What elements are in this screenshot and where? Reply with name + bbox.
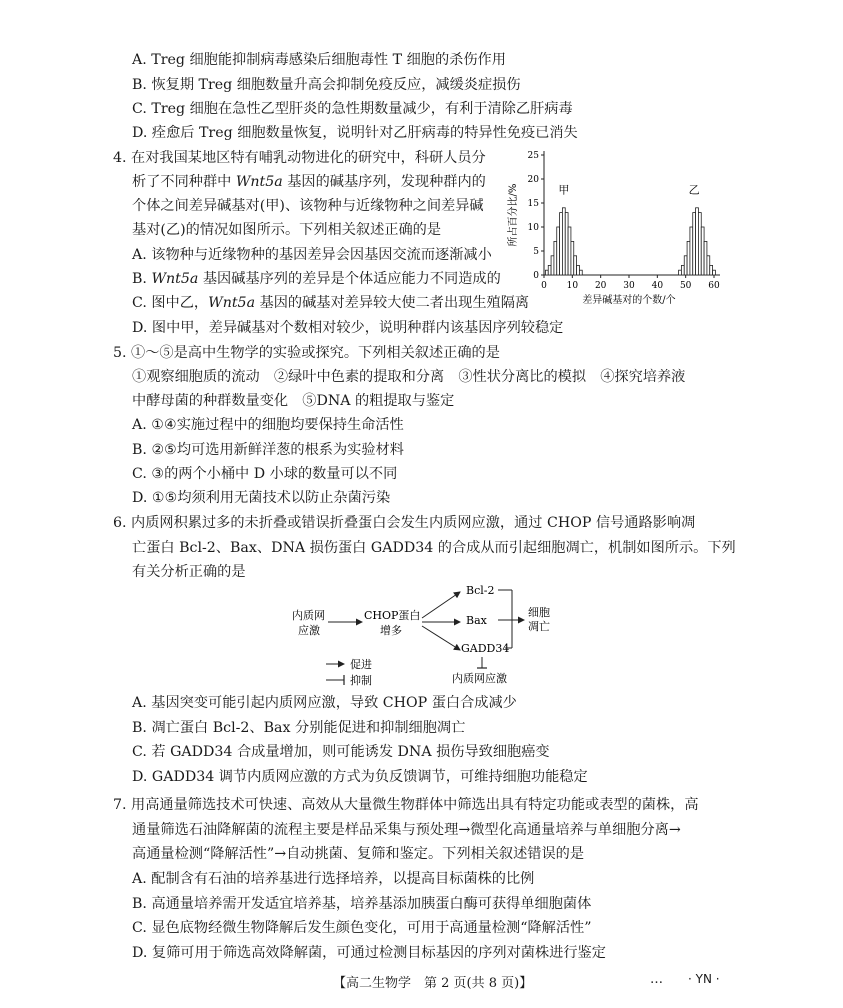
histogram-bar-jia (548, 265, 551, 275)
histogram-bar-yi (704, 241, 707, 275)
q4-option-a: A. 该物种与近缘物种的基因差异会因基因交流而逐渐减小 (132, 247, 492, 263)
q6-option-a: A. 基因突变可能引起内质网应激，导致 CHOP 蛋白合成减少 (132, 695, 517, 711)
q5-items-line-1: ①观察细胞质的流动 ②绿叶中色素的提取和分离 ③性状分离比的模拟 ④探究培养液 (132, 369, 686, 385)
histogram-bar-jia (554, 241, 557, 275)
node-bax: Bax (466, 614, 487, 627)
histogram-bar-yi (690, 227, 693, 275)
histogram-bar-yi (693, 213, 696, 275)
q6-stem-line-1: 6. 内质网积累过多的未折叠或错误折叠蛋白会发生内质网应激，通过 CHOP 信号通路影响凋 (113, 515, 696, 531)
histogram-bar-yi (687, 241, 690, 275)
annotation-jia: 甲 (558, 183, 570, 197)
legend-inhibit-label: 抑制 (350, 674, 372, 687)
histogram-bar-yi (696, 208, 699, 275)
histogram-bar-jia (551, 256, 554, 275)
node-gadd34: GADD34 (461, 642, 510, 655)
node-apoptosis-2: 凋亡 (528, 620, 550, 633)
q6-option-b: B. 凋亡蛋白 Bcl-2、Bax 分别能促进和抑制细胞凋亡 (132, 720, 466, 736)
q3-option-d: D. 痊愈后 Treg 细胞数量恢复，说明针对乙肝病毒的特异性免疫已消失 (132, 125, 578, 141)
y-tick-label: 20 (527, 175, 539, 185)
x-tick-label: 20 (594, 281, 607, 291)
node-er-stress-1: 内质网 (292, 609, 325, 622)
q4-stem-line-3: 个体之间差异碱基对(甲)、该物种与近缘物种之间差异碱 (132, 198, 484, 214)
y-tick-label: 5 (533, 247, 539, 257)
x-tick-label: 30 (623, 281, 635, 291)
histogram-bar-yi (701, 227, 704, 275)
x-tick-label: 0 (541, 281, 547, 291)
histogram-bar-yi (681, 265, 684, 275)
q5-option-d: D. ①⑤均须利用无菌技术以防止杂菌污染 (132, 490, 391, 506)
q4-option-c: C. 图中乙，Wnt5a 基因的碱基对差异较大使二者出现生殖隔离 (132, 295, 530, 311)
x-tick-label: 10 (566, 281, 579, 291)
q7-stem-line-1: 7. 用高通量筛选技术可快速、高效从大量微生物群体中筛选出具有特定功能或表型的菌株，高 (113, 797, 699, 813)
q4-stem-line-1: 4. 在对我国某地区特有哺乳动物进化的研究中，科研人员分 (113, 150, 486, 166)
histogram-bar-jia (571, 241, 574, 275)
q4-option-d: D. 图中甲，差异碱基对个数相对较少，说明种群内该基因序列较稳定 (132, 320, 564, 336)
histogram-bar-jia (568, 227, 571, 275)
arrow-chop-to-bcl2 (422, 592, 460, 618)
x-tick-label: 50 (679, 281, 692, 291)
q5-option-c: C. ③的两个小桶中 D 小球的数量可以不同 (132, 466, 398, 482)
histogram-bar-jia (545, 270, 548, 275)
q3-option-b: B. 恢复期 Treg 细胞数量升高会抑制免疫反应，减缓炎症损伤 (132, 77, 521, 93)
legend-promote-label: 促进 (350, 658, 372, 671)
q5-option-a: A. ①④实施过程中的细胞均要保持生命活性 (132, 417, 404, 433)
q4-stem-line-2: 析了不同种群中 Wnt5a 基因的碱基序列，发现种群内的 (132, 174, 486, 190)
q6-option-d: D. GADD34 调节内质网应激的方式为负反馈调节，可维持细胞功能稳定 (132, 769, 588, 785)
histogram-bar-yi (679, 270, 682, 275)
y-tick-label: 0 (533, 271, 539, 281)
q3-option-c: C. Treg 细胞在急性乙型肝炎的急性期数量减少，有利于清除乙肝病毒 (132, 101, 573, 117)
q7-option-b: B. 高通量培养需开发适宜培养基，培养基添加胰蛋白酶可获得单细胞菌体 (132, 896, 592, 912)
histogram-bar-yi (684, 256, 687, 275)
q6-option-c: C. 若 GADD34 合成量增加，则可能诱发 DNA 损伤导致细胞癌变 (132, 744, 550, 760)
histogram-bar-jia (562, 208, 565, 275)
histogram-bar-jia (565, 213, 568, 275)
y-tick-label: 15 (527, 199, 539, 209)
q3-option-a: A. Treg 细胞能抑制病毒感染后细胞毒性 T 细胞的杀伤作用 (132, 52, 506, 68)
page-footer (0, 972, 843, 994)
histogram-bar-yi (707, 256, 710, 275)
y-tick-label: 10 (527, 223, 539, 233)
y-tick-label: 25 (527, 151, 539, 161)
q7-option-a: A. 配制含有石油的培养基进行选择培养，以提高目标菌株的比例 (132, 871, 535, 887)
histogram-bar-jia (557, 227, 560, 275)
q5-items-line-2: 中酵母菌的种群数量变化 ⑤DNA 的粗提取与鉴定 (132, 393, 455, 409)
node-er-stress-bottom: 内质网应激 (452, 672, 507, 685)
node-chop-1: CHOP蛋白 (364, 609, 421, 622)
q4-stem-line-4: 基对(乙)的情况如图所示。下列相关叙述正确的是 (132, 222, 442, 238)
y-axis-label: 所占百分比/% (508, 183, 519, 247)
node-chop-2: 增多 (380, 624, 402, 637)
annotation-yi: 乙 (688, 183, 700, 197)
q4-histogram-svg (500, 140, 730, 312)
histogram-bar-yi (713, 270, 716, 275)
q4-option-b: B. Wnt5a 基因碱基序列的差异是个体适应能力不同造成的 (132, 271, 501, 287)
q6-mechanism-svg (280, 580, 580, 690)
q7-stem-line-2: 通量筛选石油降解菌的流程主要是样品采集与预处理→微型化高通量培养与单细胞分离→ (132, 822, 681, 838)
q4-histogram (500, 140, 730, 312)
q6-mechanism-diagram (280, 580, 580, 690)
arrow-chop-to-gadd34 (422, 626, 460, 650)
q6-stem-line-2: 亡蛋白 Bcl-2、Bax、DNA 损伤蛋白 GADD34 的合成从而引起细胞凋亡，机制如图所示。下列 (132, 540, 736, 556)
q5-stem: 5. ①～⑤是高中生物学的实验或探究。下列相关叙述正确的是 (113, 345, 500, 361)
q7-option-c: C. 显色底物经微生物降解后发生颜色变化，可用于高通量检测“降解活性” (132, 920, 592, 936)
histogram-bar-jia (577, 265, 580, 275)
histogram-bar-yi (710, 265, 713, 275)
x-axis-label: 差异碱基对的个数/个 (582, 295, 676, 306)
x-tick-label: 40 (651, 281, 664, 291)
footer-dots: … (650, 972, 663, 987)
q7-stem-line-3: 高通量检测“降解活性”→自动挑菌、复筛和鉴定。下列相关叙述错误的是 (132, 846, 585, 862)
x-tick-label: 60 (708, 281, 720, 291)
histogram-bar-jia (560, 213, 563, 275)
node-apoptosis-1: 细胞 (528, 606, 550, 619)
histogram-bar-jia (579, 270, 582, 275)
node-bcl2: Bcl-2 (466, 584, 495, 597)
footer-region-code: · YN · (688, 972, 720, 986)
q7-option-d: D. 复筛可用于筛选高效降解菌，可通过检测目标基因的序列对菌株进行鉴定 (132, 945, 606, 961)
histogram-bar-yi (698, 213, 701, 275)
q5-option-b: B. ②⑤均可选用新鲜洋葱的根系为实验材料 (132, 442, 404, 458)
node-er-stress-2: 应激 (298, 624, 320, 637)
footer-page-info: 【高二生物学 第 2 页(共 8 页)】 (333, 976, 533, 991)
q6-stem-line-3: 有关分析正确的是 (132, 564, 246, 580)
histogram-bar-jia (574, 256, 577, 275)
